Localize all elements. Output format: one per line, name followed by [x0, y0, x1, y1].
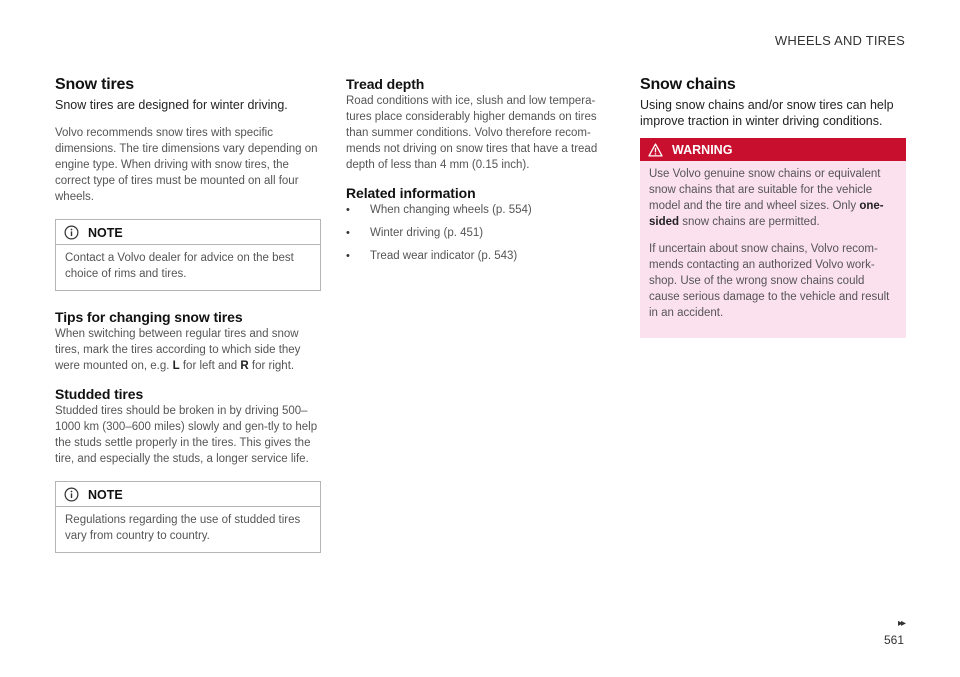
column-snow-chains — [640, 76, 906, 338]
related-link-text: When changing wheels (p. 554) — [370, 204, 532, 216]
tips-title: Tips for changing snow tires — [55, 309, 243, 325]
warning-text-2: If uncertain about snow chains, Volvo recom-mends contacting an authorized Volvo work-shop. Use of the wrong snow chains could cause serious damage to the vehicle and result in an accident. — [649, 243, 890, 319]
section-header: WHEELS AND TIRES — [774, 33, 905, 48]
note-box-studded — [55, 481, 321, 553]
warning-triangle-icon — [648, 143, 663, 157]
column-tread-depth — [346, 76, 612, 271]
tread-title: Tread depth — [346, 76, 425, 92]
snow-tires-title: Snow tires — [55, 76, 134, 93]
snow-chains-lead: Using snow chains and/or snow tires can help improve traction in winter driving conditions. — [640, 98, 894, 128]
next-page-arrows[interactable]: ▸▸ — [897, 618, 904, 629]
column-snow-tires — [55, 76, 321, 571]
bullet: • — [346, 250, 350, 262]
bullet: • — [346, 204, 350, 216]
related-link-text: Winter driving (p. 451) — [370, 227, 484, 239]
note-label: NOTE — [88, 487, 123, 502]
info-circle-icon — [64, 487, 79, 502]
warning-box — [640, 138, 906, 338]
tips-text — [55, 326, 321, 374]
related-link-winter-driving[interactable] — [346, 225, 612, 241]
tips-text-b: for left and — [179, 360, 241, 372]
studded-title: Studded tires — [55, 386, 144, 402]
page-number: 561 — [883, 633, 904, 647]
note-header — [56, 482, 320, 507]
bullet: • — [346, 227, 350, 239]
related-link-changing-wheels[interactable] — [346, 202, 612, 218]
note-label: NOTE — [88, 225, 123, 240]
warning-text-1a: Use Volvo genuine snow chains or equivalent snow chains that are suitable for the vehicle model and the tire and wheel sizes. Only — [649, 168, 881, 212]
snow-tires-lead: Snow tires are designed for winter driving. — [55, 98, 288, 112]
warning-text-1 — [649, 166, 897, 230]
tips-text-c: for right. — [248, 360, 295, 372]
left-key: L — [172, 360, 180, 372]
note-text: Regulations regarding the use of studded tires vary from country to country. — [65, 514, 301, 542]
related-link-tread-wear[interactable] — [346, 248, 612, 264]
related-list — [346, 202, 612, 264]
tips-text-a: When switching between regular tires and snow tires, mark the tires according to which side they were mounted on, e.g. — [55, 328, 301, 372]
warning-header — [640, 138, 906, 161]
note-header — [56, 220, 320, 245]
snow-chains-title: Snow chains — [640, 76, 736, 93]
one-sided-emphasis: one-sided — [649, 200, 884, 228]
related-link-text: Tread wear indicator (p. 543) — [370, 250, 518, 262]
note-text: Contact a Volvo dealer for advice on the best choice of rims and tires. — [65, 252, 294, 280]
related-title: Related information — [346, 185, 476, 201]
warning-text-1c: snow chains are permitted. — [679, 216, 820, 228]
studded-text: Studded tires should be broken in by driving 500–1000 km (300–600 miles) slowly and gen-tly to help the studs settle properly in the tires. This gives the tire, and especially the studs, a longer service life. — [55, 405, 318, 465]
warning-label: WARNING — [672, 142, 733, 157]
right-key: R — [240, 360, 249, 372]
snow-tires-intro: Volvo recommends snow tires with specific dimensions. The tire dimensions vary depending on engine type. When driving with snow tires, the correct type of tires must be mounted on all four wheels. — [55, 127, 318, 203]
tread-text: Road conditions with ice, slush and low tempera-tures place considerably higher demands on tires than summer conditions. Volvo therefore recom-mends not driving on snow tires that have a tread depth of less than 4 mm (0.15 inch). — [346, 95, 598, 171]
info-circle-icon — [64, 225, 79, 240]
note-box-rims — [55, 219, 321, 291]
